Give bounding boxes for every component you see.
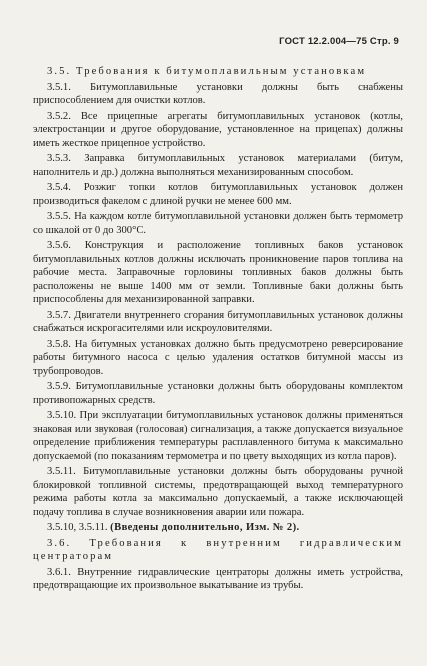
clause-paragraph: 3.5.11. Битумоплавильные установки должны быть оборудованы ручной блокировкой топливной системы, предотвращающей выход температурного режима работы котла за максимально допускаемый, а также исключающей подачу топлива в случае возникновения аварии или пожара. — [33, 466, 403, 518]
amendment-text: (Введены дополнительно, Изм. № 2). — [110, 522, 300, 533]
amendment-clauses: 3.5.10, 3.5.11. — [47, 522, 111, 533]
section-heading-text: 3.6. Требования к внутренним гидравлическим центраторам — [33, 537, 403, 562]
document-body — [33, 65, 403, 595]
clause-paragraph: 3.5.8. На битумных установках должно быть предусмотрено реверсирование работы битумного насоса с целью удаления остатков битумной массы из трубопроводов. — [33, 338, 403, 377]
clause-paragraph: 3.5.3. Заправка битумоплавильных установок материалами (битум, наполнитель и др.) должна выполняться механизированным способом. — [33, 153, 403, 178]
clause-paragraph: 3.5.5. На каждом котле битумоплавильной установки должен быть термометр со шкалой от 0 до 300°С. — [33, 211, 403, 236]
section-heading-text: 3.5. Требования к битумоплавильным установкам — [47, 66, 367, 77]
clause-paragraph: 3.5.7. Двигатели внутреннего сгорания битумоплавильных установок должны снабжаться искрогасителями или искроуловителями. — [33, 309, 403, 334]
section-heading — [33, 537, 403, 564]
clause-paragraph: 3.5.1. Битумоплавильные установки должны быть снабжены приспособлением для очистки котлов. — [33, 81, 403, 106]
clause-paragraph: 3.5.2. Все прицепные агрегаты битумоплавильных установок (котлы, электростанции и другое оборудование, установленное на прицепах) должны иметь жесткое прицепное устройство. — [33, 110, 403, 149]
page-header: ГОСТ 12.2.004—75 Стр. 9 — [279, 36, 399, 47]
section-heading — [33, 65, 403, 79]
clause-paragraph: 3.5.10. При эксплуатации битумоплавильных установок должны применяться знаковая или звуковая (голосовая) сигнализация, а также допускается визуальное определение приближения температуры расплавленного битума к максимально допускаемой (по показаниям термометра и по цвету выходящих из котла паров). — [33, 410, 403, 462]
amendment-note — [33, 521, 403, 535]
clause-paragraph: 3.5.6. Конструкция и расположение топливных баков установок битумоплавильных котлов должны исключать проникновение паров топлива на рабочие места. Заправочные горловины топливных баков должны быть расположены не выше 1400 мм от земли. Топливные баки должны быть приспособлены для механизированной заправки. — [33, 240, 403, 305]
clause-paragraph: 3.6.1. Внутренние гидравлические центраторы должны иметь устройства, предотвращающие их произвольное выкатывание из трубы. — [33, 566, 403, 591]
clause-paragraph: 3.5.9. Битумоплавильные установки должны быть оборудованы комплектом противопожарных средств. — [33, 381, 403, 406]
clause-paragraph: 3.5.4. Розжиг топки котлов битумоплавильных установок должен производиться факелом с длиной ручки не менее 600 мм. — [33, 182, 403, 207]
